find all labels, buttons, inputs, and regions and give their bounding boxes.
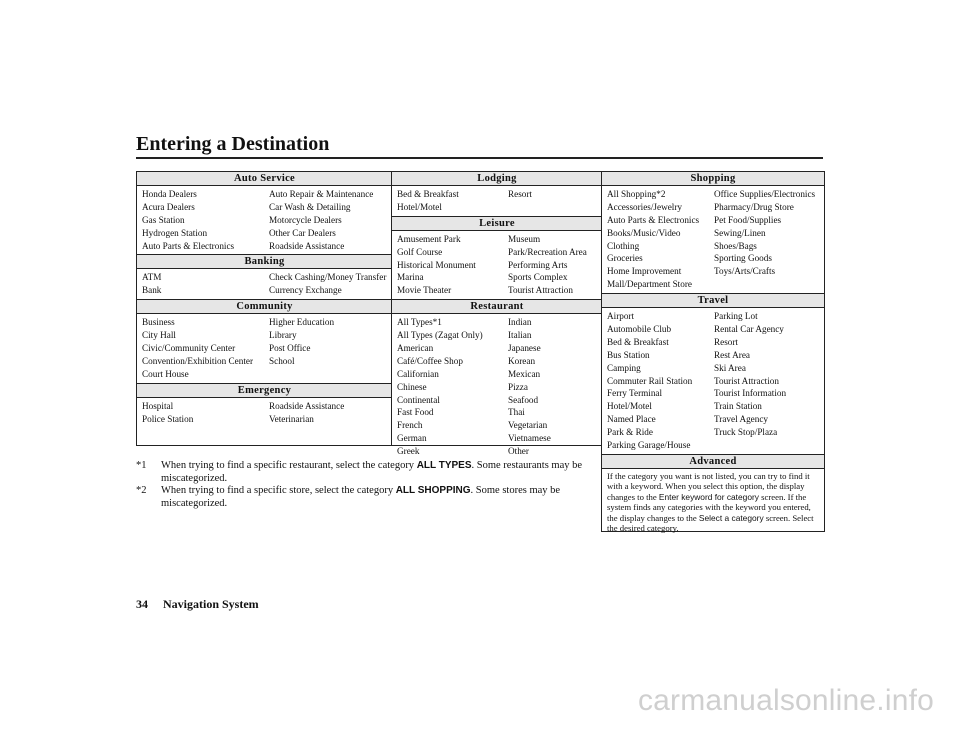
category-item: Office Supplies/Electronics	[714, 189, 816, 199]
advanced-text-part: screen. If the system finds any categories with the keyword you entered, the display changes to the	[607, 491, 811, 523]
category-item: Auto Parts & Electronics	[607, 214, 700, 225]
category-item: Vietnamese	[508, 433, 551, 444]
category-item: Ferry Terminal	[607, 388, 663, 399]
category-item: School	[269, 355, 295, 366]
category-item: Check Cashing/Money Transfer	[269, 272, 387, 283]
category-list	[137, 314, 392, 382]
category-item: Parking Garage/House	[607, 440, 691, 451]
category-item: Tourist Information	[714, 388, 787, 399]
category-heading: Auto Service	[137, 172, 392, 186]
category-item: Automobile Club	[607, 324, 672, 335]
category-heading: Leisure	[392, 216, 602, 231]
category-heading: Community	[137, 299, 392, 314]
category-item: Thai	[508, 407, 525, 418]
category-item: Seafood	[508, 394, 539, 405]
category-item: Korean	[508, 355, 536, 366]
category-item: Japanese	[508, 343, 541, 354]
category-item: Acura Dealers	[142, 201, 195, 212]
footer-section: Navigation System	[163, 597, 259, 611]
category-item: Golf Course	[397, 246, 443, 257]
category-item: German	[397, 433, 427, 444]
category-item: Marina	[397, 272, 424, 283]
category-list	[602, 186, 824, 293]
category-item: Parking Lot	[714, 311, 758, 322]
advanced-description	[602, 469, 824, 536]
footnote-text-part: . Some restaurants may be miscategorized.	[161, 460, 583, 484]
category-item: Roadside Assistance	[269, 400, 345, 411]
category-heading: Emergency	[137, 383, 392, 398]
category-item: Californian	[397, 368, 439, 379]
category-heading: Restaurant	[392, 299, 602, 314]
category-item: Train Station	[714, 401, 762, 412]
category-item: Post Office	[269, 343, 311, 354]
category-item: Fast Food	[397, 407, 434, 418]
category-item: Ski Area	[714, 362, 746, 373]
category-item: Pizza	[508, 381, 528, 392]
advanced-text-part: If the category you want is not listed, you can try to find it with a keyword. When you select this option, the display changes to the	[607, 470, 810, 502]
category-item: Car Wash & Detailing	[269, 201, 351, 212]
category-item: All Types (Zagat Only)	[397, 330, 483, 341]
category-item: Tourist Attraction	[508, 285, 573, 296]
watermark: carmanualsonline.info	[637, 684, 934, 717]
category-list	[137, 186, 392, 254]
category-item: Bed & Breakfast	[397, 189, 459, 199]
footnote-keyword: ALL TYPES	[416, 460, 472, 471]
footnote-1	[136, 460, 591, 485]
category-item: Bank	[142, 285, 162, 296]
category-item: Other	[508, 446, 529, 457]
category-item: Toys/Arts/Crafts	[714, 266, 776, 277]
footnote-text	[161, 485, 591, 510]
category-item: French	[397, 420, 423, 431]
category-item: Mexican	[508, 368, 541, 379]
category-item: Shoes/Bags	[714, 240, 757, 251]
category-item: Convention/Exhibition Center	[142, 355, 254, 366]
category-item	[714, 278, 821, 291]
category-item	[508, 201, 599, 214]
category-heading: Lodging	[392, 172, 602, 186]
category-item: Bed & Breakfast	[607, 336, 669, 347]
category-item: Pharmacy/Drug Store	[714, 201, 794, 212]
category-item: Auto Parts & Electronics	[142, 240, 235, 251]
category-item: Resort	[714, 336, 738, 347]
title-rule	[136, 157, 823, 159]
category-item: Hydrogen Station	[142, 227, 208, 238]
category-item: Historical Monument	[397, 259, 476, 270]
category-heading: Shopping	[602, 172, 824, 186]
column-1	[136, 171, 393, 446]
column-3	[601, 171, 825, 532]
category-item: Pet Food/Supplies	[714, 214, 782, 225]
category-list	[392, 231, 602, 299]
category-item: Chinese	[397, 381, 427, 392]
category-item: American	[397, 343, 434, 354]
category-item: ATM	[142, 272, 162, 283]
category-item: Other Car Dealers	[269, 227, 336, 238]
category-item: Sporting Goods	[714, 253, 772, 264]
category-item: Greek	[397, 446, 420, 457]
category-item: Airport	[607, 311, 635, 322]
category-item: Truck Stop/Plaza	[714, 427, 778, 438]
advanced-text-part: screen. Select the desired category.	[607, 512, 814, 534]
category-item: Continental	[397, 394, 440, 405]
category-item: Hotel/Motel	[607, 401, 652, 412]
category-item: Accessories/Jewelry	[607, 201, 683, 212]
advanced-heading: Advanced	[602, 454, 824, 469]
category-item: Honda Dealers	[142, 189, 197, 199]
category-item: Clothing	[607, 240, 640, 251]
category-item: Currency Exchange	[269, 285, 342, 296]
footnote-marker: *1	[136, 460, 147, 471]
category-item: Resort	[508, 189, 532, 199]
category-item	[269, 368, 389, 381]
footnote-marker: *2	[136, 485, 147, 496]
category-item: Commuter Rail Station	[607, 375, 693, 386]
category-item: Sewing/Linen	[714, 227, 766, 238]
category-item: Mall/Department Store	[607, 279, 692, 290]
footnote-text-part: When trying to find a specific restaurant, select the category	[161, 460, 417, 471]
footnote-text	[161, 460, 591, 485]
category-item: Roadside Assistance	[269, 240, 345, 251]
page-footer	[136, 597, 259, 612]
category-item: Police Station	[142, 413, 194, 424]
category-item: Hospital	[142, 400, 174, 411]
category-item: Camping	[607, 362, 641, 373]
category-item: Hotel/Motel	[397, 201, 442, 212]
category-item: Bus Station	[607, 349, 650, 360]
screen-name: Enter keyword for category	[658, 491, 759, 502]
category-item: Rest Area	[714, 349, 750, 360]
category-item: Business	[142, 317, 175, 328]
category-item: All Types*1	[397, 317, 442, 328]
category-item: Higher Education	[269, 317, 335, 328]
category-item: Vegetarian	[508, 420, 548, 431]
category-list	[602, 308, 824, 454]
category-item: Gas Station	[142, 214, 185, 225]
category-item	[714, 439, 821, 452]
category-item: Veterinarian	[269, 413, 314, 424]
page-title: Entering a Destination	[136, 133, 330, 155]
category-heading: Banking	[137, 254, 392, 269]
category-item: Amusement Park	[397, 233, 461, 244]
category-item: Museum	[508, 233, 541, 244]
category-item: Park & Ride	[607, 427, 653, 438]
footnote-text-part: When trying to find a specific store, select the category	[161, 485, 396, 496]
footnotes	[136, 460, 591, 510]
category-list	[392, 186, 602, 216]
category-item: Groceries	[607, 253, 643, 264]
category-item: Motorcycle Dealers	[269, 214, 342, 225]
category-item: Performing Arts	[508, 259, 568, 270]
category-item: Court House	[142, 368, 189, 379]
category-item: Sports Complex	[508, 272, 568, 283]
category-list	[137, 269, 392, 299]
screen-name: Select a category	[698, 512, 764, 523]
column-2	[391, 171, 603, 457]
category-item: Library	[269, 330, 297, 341]
category-item: Movie Theater	[397, 285, 452, 296]
footnote-text-part: . Some stores may be miscategorized.	[161, 485, 561, 509]
category-item: Indian	[508, 317, 532, 328]
category-item: Books/Music/Video	[607, 227, 681, 238]
category-item: Park/Recreation Area	[508, 246, 587, 257]
category-item: All Shopping*2	[607, 189, 666, 199]
footnote-2	[136, 485, 591, 510]
page-number: 34	[136, 597, 148, 611]
category-item: Civic/Community Center	[142, 343, 236, 354]
category-item: Home Improvement	[607, 266, 682, 277]
category-item: Rental Car Agency	[714, 324, 784, 335]
category-item: Italian	[508, 330, 532, 341]
category-item: Travel Agency	[714, 414, 769, 425]
category-item: Café/Coffee Shop	[397, 355, 463, 366]
category-item: Tourist Attraction	[714, 375, 779, 386]
category-item: Named Place	[607, 414, 656, 425]
category-list	[392, 314, 602, 460]
category-item: Auto Repair & Maintenance	[269, 189, 374, 199]
category-list	[137, 398, 392, 428]
category-item: City Hall	[142, 330, 176, 341]
footnote-keyword: ALL SHOPPING	[395, 485, 471, 496]
category-heading: Travel	[602, 293, 824, 308]
